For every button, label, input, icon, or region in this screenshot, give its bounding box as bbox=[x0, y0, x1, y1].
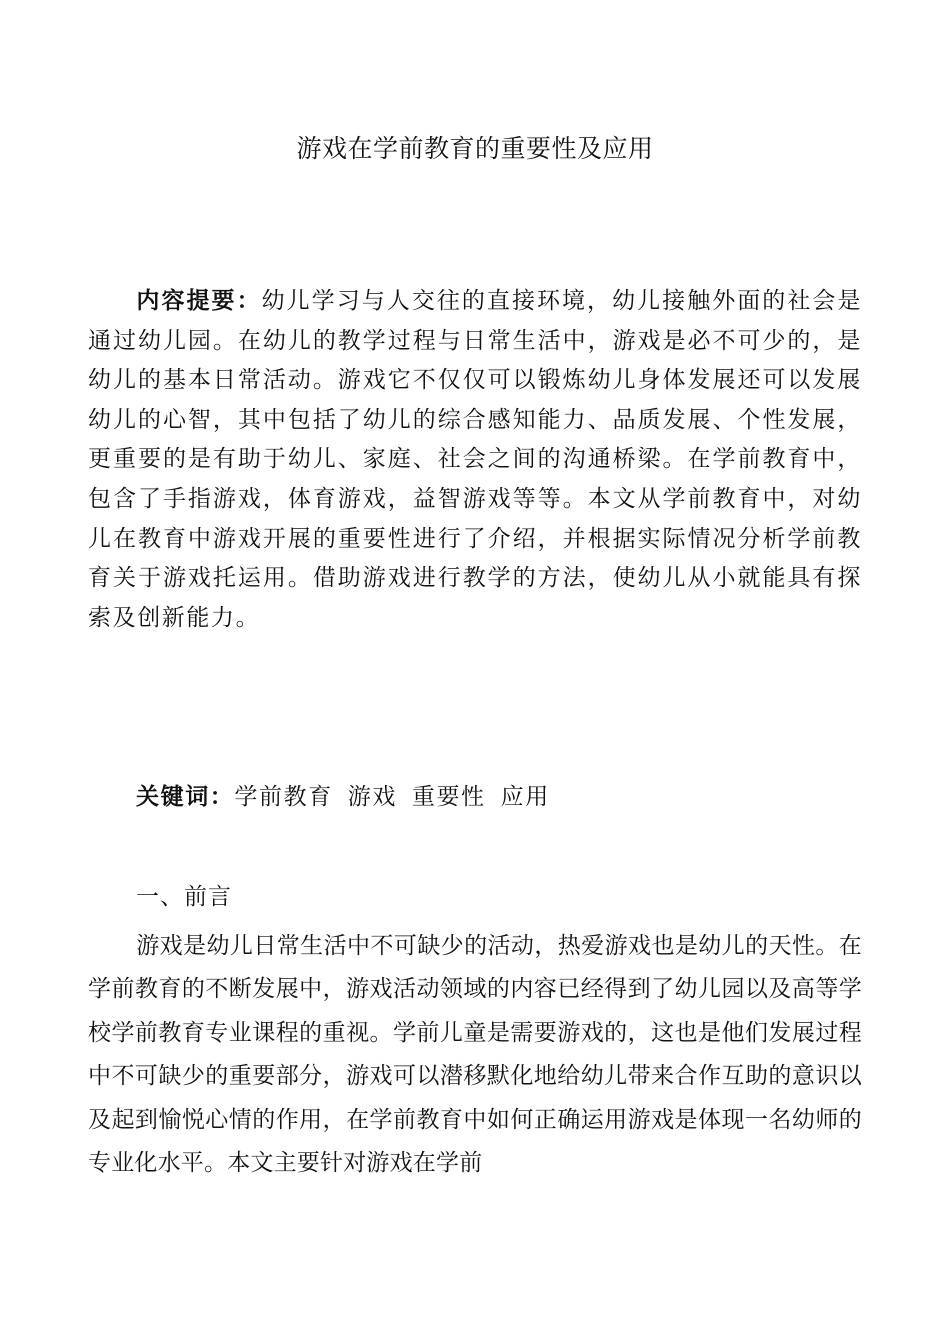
keyword-item: 应用 bbox=[500, 784, 550, 810]
abstract-label: 内容提要： bbox=[136, 288, 262, 314]
intro-text: 游戏是幼儿日常生活中不可缺少的活动，热爱游戏也是幼儿的天性。在学前教育的不断发展中，游戏活动领域的内容已经得到了幼儿园以及高等学校学前教育专业课程的重视。学前儿童是需要游戏的，这也是他们发展过程中不可缺少的重要部分，游戏可以潜移默化地给幼儿带来合作互助的意识以及起到愉悦心情的作用，在学前教育中如何正确运用游戏是体现一名幼师的专业化水平。本文主要针对游戏在学前 bbox=[88, 933, 862, 1177]
section-heading: 一、前言 bbox=[136, 884, 232, 910]
keyword-item: 重要性 bbox=[411, 784, 486, 810]
intro-paragraph bbox=[88, 925, 862, 1185]
keywords-label: 关键词： bbox=[136, 784, 235, 810]
keyword-item: 学前教育 bbox=[234, 784, 333, 810]
abstract-text: 幼儿学习与人交往的直接环境，幼儿接触外面的社会是通过幼儿园。在幼儿的教学过程与日常生活中，游戏是必不可少的，是幼儿的基本日常活动。游戏它不仅仅可以锻炼幼儿身体发展还可以发展幼儿的心智，其中包括了幼儿的综合感知能力、品质发展、个性发展，更重要的是有助于幼儿、家庭、社会之间的沟通桥梁。在学前教育中，包含了手指游戏，体育游戏，益智游戏等等。本文从学前教育中，对幼儿在教育中游戏开展的重要性进行了介绍，并根据实际情况分析学前教育关于游戏托运用。借助游戏进行教学的方法，使幼儿从小就能具有探索及创新能力。 bbox=[88, 288, 862, 631]
abstract-paragraph bbox=[88, 282, 862, 638]
keyword-item: 游戏 bbox=[347, 784, 397, 810]
keywords-line bbox=[136, 780, 862, 814]
document-title: 游戏在学前教育的重要性及应用 bbox=[296, 134, 654, 163]
